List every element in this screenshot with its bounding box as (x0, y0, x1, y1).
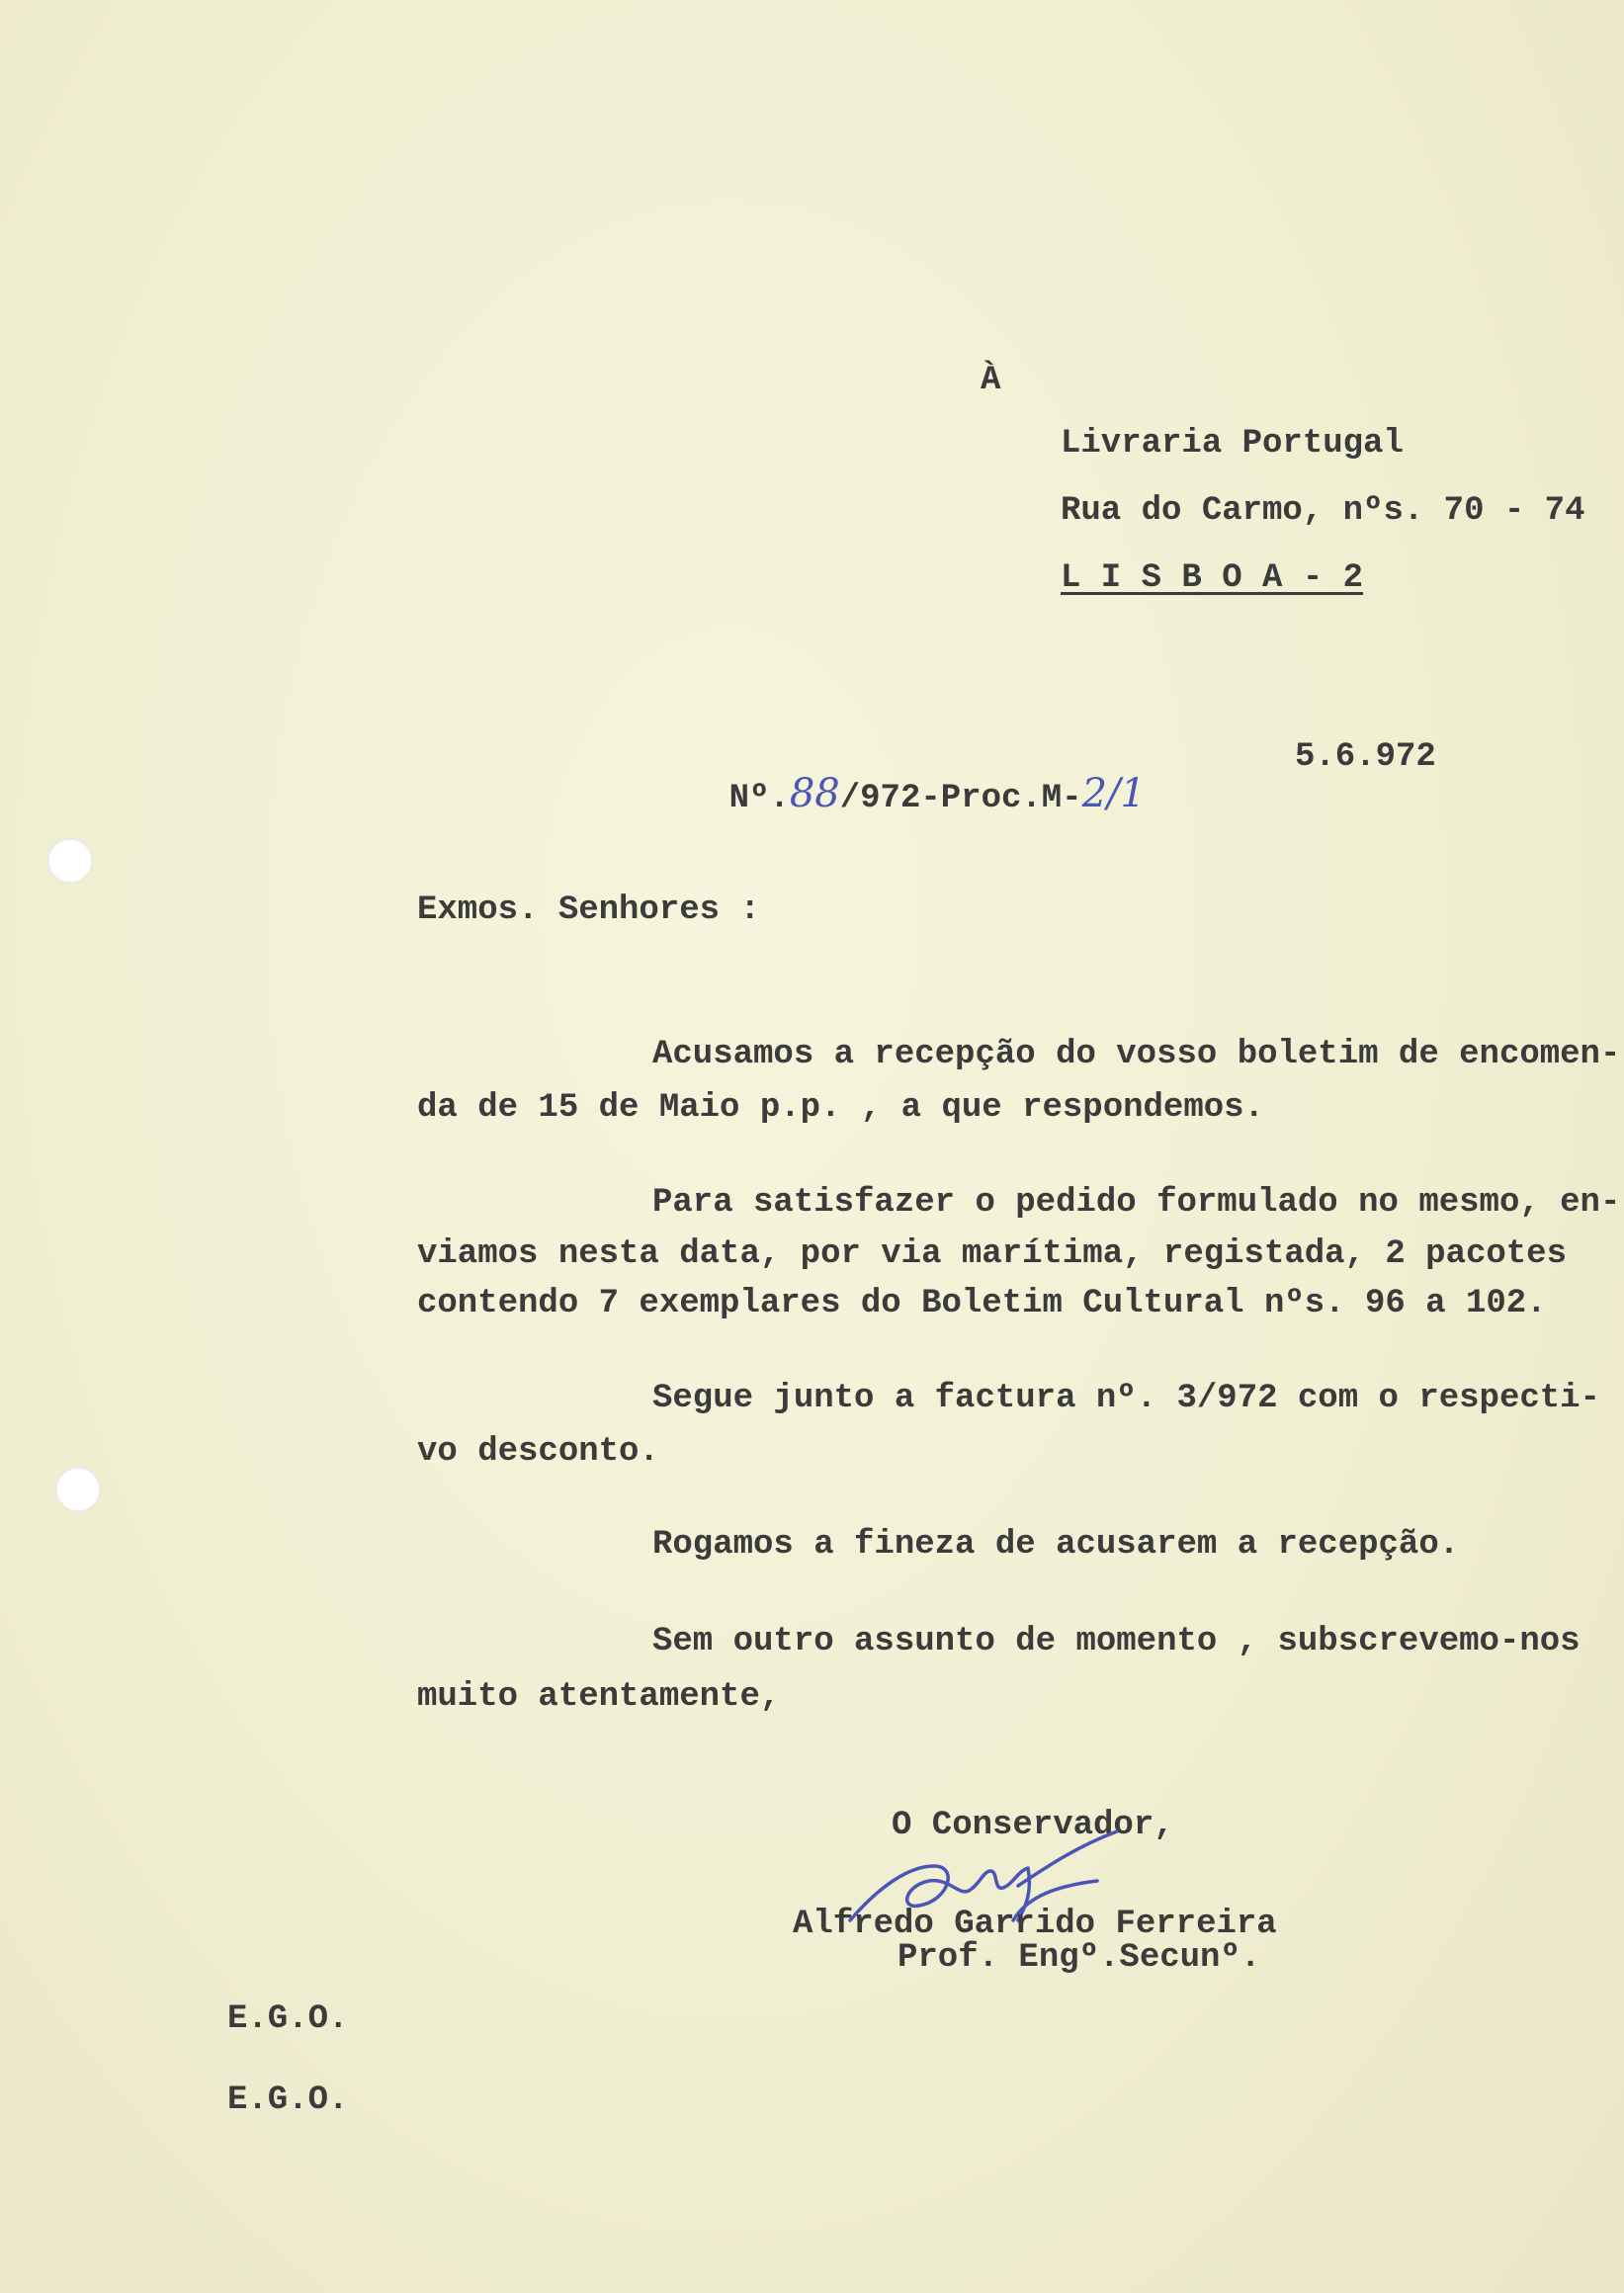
reference-prefix: Nº. (728, 780, 790, 817)
recipient-street: Rua do Carmo, nºs. 70 - 74 (1061, 492, 1585, 530)
recipient-city: L I S B O A - 2 (1061, 559, 1364, 597)
body-p5-line2: muito atentamente, (417, 1678, 781, 1716)
body-p2-line3: contendo 7 exemplares do Boletim Cultural nºs. 96 a 102. (417, 1285, 1547, 1322)
footer-note-2: E.G.O. (227, 2081, 349, 2119)
body-p1-line2: da de 15 de Maio p.p. , a que respondemos. (417, 1089, 1264, 1127)
body-p2-line2: viamos nesta data, por via marítima, registada, 2 pacotes (417, 1235, 1567, 1273)
body-p5-line1: Sem outro assunto de momento , subscrevemo-nos (652, 1623, 1581, 1660)
reference-middle: /972-Proc.M- (839, 780, 1082, 817)
punch-hole-top (47, 838, 93, 884)
reference-number-handwritten: 88 (789, 771, 840, 816)
body-p3-line1: Segue junto a factura nº. 3/972 com o respecti- (652, 1380, 1600, 1417)
punch-hole-bottom (55, 1467, 101, 1512)
greeting: Exmos. Senhores : (417, 892, 760, 929)
signature-title: O Conservador, (892, 1807, 1174, 1844)
body-p3-line2: vo desconto. (417, 1433, 659, 1471)
recipient-name: Livraria Portugal (1061, 425, 1404, 463)
reference-line (648, 740, 1146, 849)
footer-note-1: E.G.O. (227, 2000, 349, 2038)
address-prefix: À (981, 362, 1001, 399)
body-p2-line1: Para satisfazer o pedido formulado no mesmo, en- (652, 1184, 1621, 1222)
reference-suffix-handwritten: 2/1 (1081, 771, 1146, 816)
signature-position: Prof. Engº.Secunº. (897, 1939, 1261, 1977)
signature-name: Alfredo Garrido Ferreira (793, 1906, 1277, 1943)
letter-date: 5.6.972 (1295, 738, 1436, 776)
body-p1-line1: Acusamos a recepção do vosso boletim de encomen- (652, 1036, 1621, 1073)
body-p4-line1: Rogamos a fineza de acusarem a recepção. (652, 1526, 1460, 1564)
